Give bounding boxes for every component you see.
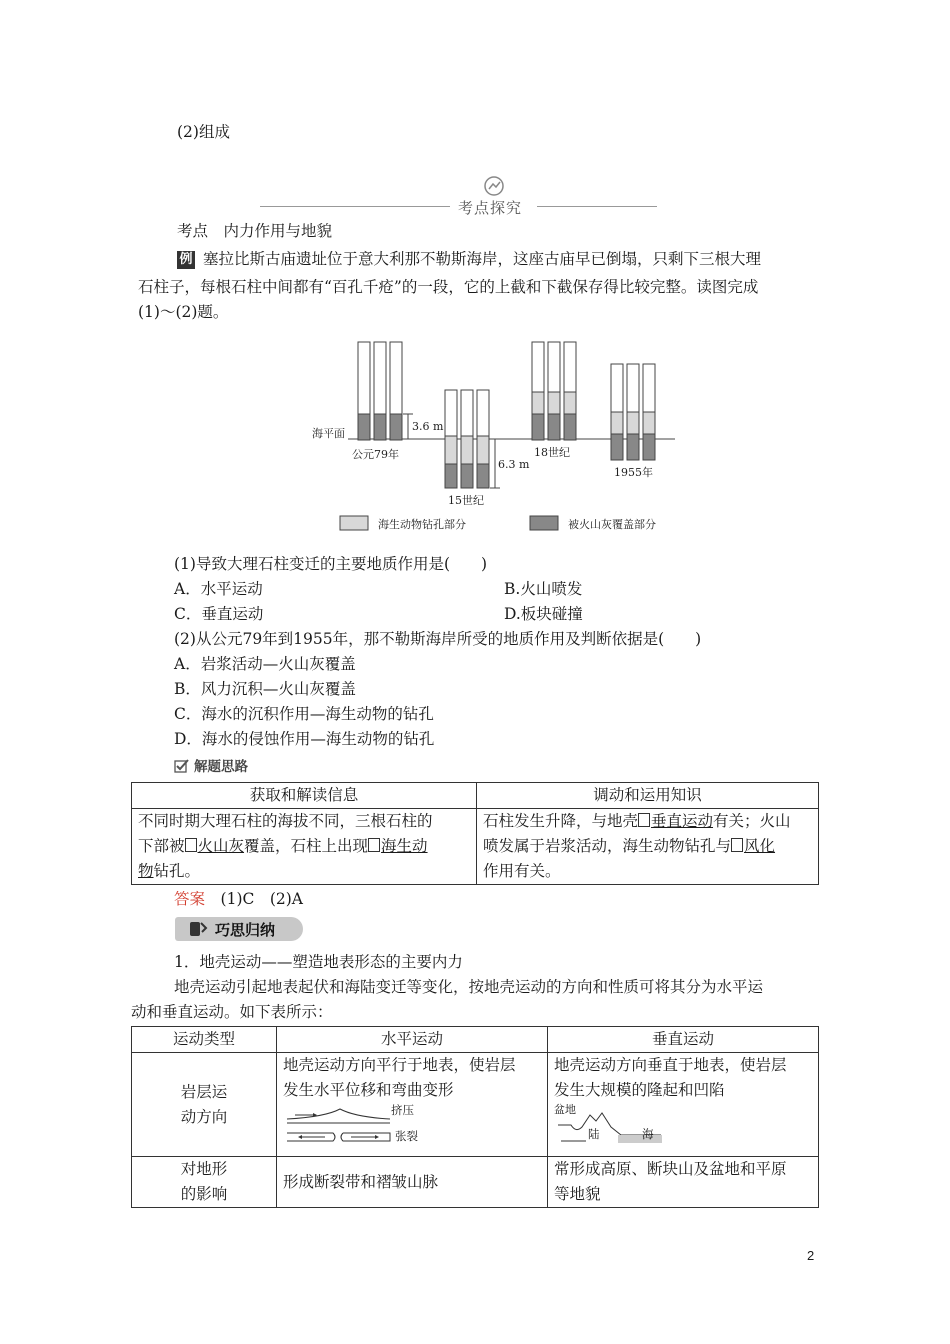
- squeeze-tension-diagram: [285, 1105, 395, 1145]
- table-row: [132, 809, 819, 885]
- columns-1955: [611, 364, 655, 460]
- section-title: 考点探究: [458, 199, 523, 217]
- divider-left: [260, 206, 450, 207]
- table-row: [132, 1053, 819, 1157]
- columns-15c: [445, 390, 489, 488]
- vertical-impact-cell: 常形成高原、断块山及盆地和平原 等地貌: [548, 1157, 819, 1208]
- table-row: [132, 1157, 819, 1208]
- q1-option-b: B.火山喷发: [504, 580, 583, 598]
- table-row: [132, 1027, 819, 1053]
- row-direction-label: 岩层运 动方向: [132, 1053, 277, 1157]
- topic-heading: 考点 内力作用与地貌: [177, 222, 333, 240]
- q2-option-c: C．海水的沉积作用—海生动物的钻孔: [174, 705, 434, 723]
- q1-option-c: C．垂直运动: [174, 605, 264, 623]
- movement-header-vertical: 垂直运动: [548, 1027, 819, 1053]
- summary-heading: 1．地壳运动——塑造地表形态的主要内力: [174, 953, 463, 971]
- basin-label: 盆地: [554, 1103, 576, 1116]
- section-logo-icon: [483, 175, 505, 197]
- q2-option-a: A．岩浆活动—火山灰覆盖: [174, 655, 356, 673]
- divider-right: [537, 206, 657, 207]
- q1-option-d: D.板块碰撞: [504, 605, 583, 623]
- vertical-direction-cell: 地壳运动方向垂直于地表，使岩层 发生大规模的隆起和凹陷 盆地 陆 海: [548, 1053, 819, 1157]
- table-row: [132, 783, 819, 809]
- checkbox-icon: [174, 758, 190, 774]
- answer-label: 答案: [174, 890, 206, 908]
- height-label-1: 3.6 m: [412, 420, 444, 433]
- page-number: 2: [807, 1248, 815, 1263]
- answer-value: (1)C (2)A: [220, 890, 303, 908]
- approach-info-cell: 不同时期大理石柱的海拔不同，三根石柱的 下部被 火山灰覆盖，石柱上出现 海生动 物钻孔。: [132, 809, 477, 885]
- approach-knowledge-cell: 石柱发生升降，与地壳 垂直运动有关；火山 喷发属于岩浆活动，海生动物钻孔与 风化 作用有关。: [477, 809, 819, 885]
- section-title-bar: [0, 197, 950, 217]
- legend-swatch-drill: [340, 516, 368, 530]
- example-badge: 例: [177, 251, 195, 269]
- example-line-1: 例 塞拉比斯古庙遗址位于意大利那不勒斯海岸，这座古庙早已倒塌，只剩下三根大理: [177, 249, 761, 269]
- height-label-2: 6.3 m: [498, 458, 530, 471]
- columns-79ad: [358, 342, 402, 440]
- movement-header-horizontal: 水平运动: [277, 1027, 548, 1053]
- example-line-3: (1)～(2)题。: [138, 303, 229, 321]
- sea-label: 海: [642, 1127, 654, 1141]
- horizontal-impact-cell: 形成断裂带和褶皱山脉: [277, 1157, 548, 1208]
- tension-label: 张裂: [395, 1129, 418, 1143]
- summary-banner: 巧思归纳: [175, 917, 303, 941]
- period-label-4: 1955年: [614, 466, 653, 479]
- movement-header-type: 运动类型: [132, 1027, 277, 1053]
- columns-18c: [532, 342, 576, 440]
- period-label-1: 公元79年: [352, 448, 399, 461]
- legend-swatch-ash: [530, 516, 558, 530]
- summary-text-2: 动和垂直运动。如下表所示：: [131, 1003, 333, 1021]
- question-2: (2)从公元79年到1955年，那不勒斯海岸所受的地质作用及判断依据是( ): [174, 630, 702, 648]
- period-label-2: 15世纪: [448, 494, 484, 507]
- pen-icon: [187, 919, 209, 939]
- question-1: (1)导致大理石柱变迁的主要地质作用是( ): [174, 555, 488, 573]
- legend-label-ash: 被火山灰覆盖部分: [568, 518, 656, 531]
- period-label-3: 18世纪: [534, 446, 570, 459]
- land-label: 陆: [588, 1127, 600, 1141]
- example-line-2: 石柱子，每根石柱中间都有“百孔千疮”的一段，它的上截和下截保存得比较完整。读图完成: [138, 278, 759, 296]
- squeeze-label: 挤压: [391, 1103, 414, 1117]
- sub-heading: (2)组成: [177, 123, 230, 141]
- summary-text-1: 地壳运动引起地表起伏和海陆变迁等变化，按地壳运动的方向和性质可将其分为水平运: [174, 978, 764, 996]
- movement-table: [131, 1026, 819, 1208]
- answer-line: [174, 889, 303, 909]
- approach-header-knowledge: 调动和运用知识: [477, 783, 819, 809]
- legend-label-drill: 海生动物钻孔部分: [378, 518, 466, 531]
- horizontal-direction-cell: 地壳运动方向平行于地表，使岩层 发生水平位移和弯曲变形 挤压 张裂: [277, 1053, 548, 1157]
- q1-option-a: A．水平运动: [174, 580, 263, 598]
- sea-level-label: 海平面: [312, 427, 345, 440]
- column-figure: [300, 330, 690, 540]
- q2-option-b: B．风力沉积—火山灰覆盖: [174, 680, 356, 698]
- q2-option-d: D．海水的侵蚀作用—海生动物的钻孔: [174, 730, 435, 748]
- row-impact-label: 对地形 的影响: [132, 1157, 277, 1208]
- approach-header-info: 获取和解读信息: [132, 783, 477, 809]
- approach-label: 解题思路: [194, 759, 248, 775]
- approach-table: [131, 782, 819, 885]
